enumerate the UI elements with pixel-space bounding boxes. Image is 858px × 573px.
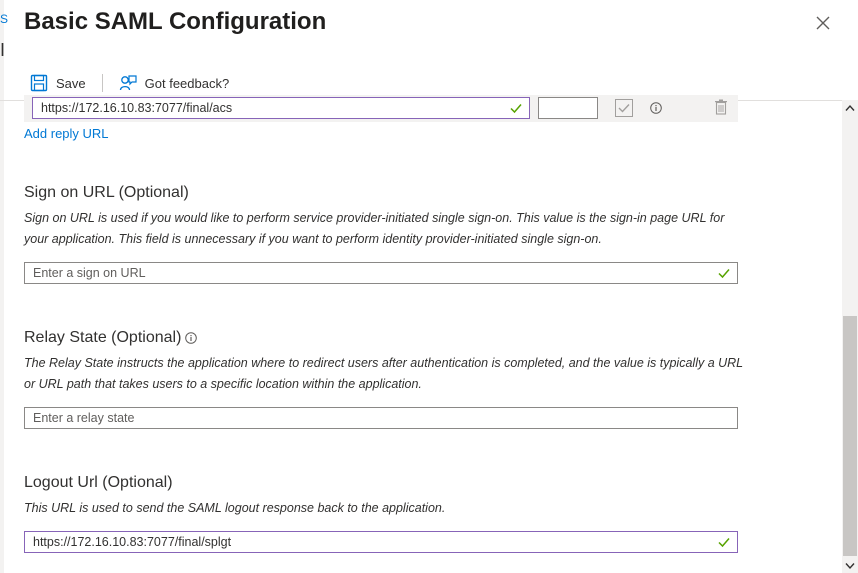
feedback-label: Got feedback? <box>144 75 230 91</box>
default-checkbox[interactable] <box>615 99 633 117</box>
relay-state-input[interactable] <box>24 407 738 429</box>
save-label: Save <box>56 75 86 91</box>
info-icon[interactable] <box>185 332 197 344</box>
feedback-icon <box>119 74 137 92</box>
background-page-glyph: S <box>0 12 9 26</box>
valid-check-icon <box>717 535 731 549</box>
scroll-up-icon[interactable] <box>845 104 855 112</box>
valid-check-icon <box>717 266 731 280</box>
background-page-edge <box>0 0 4 573</box>
reply-url-value: https://172.16.10.83:7077/final/acs <box>41 101 233 115</box>
toolbar <box>30 70 229 96</box>
feedback-button[interactable] <box>119 74 230 92</box>
relay-state-description: The Relay State instructs the application where to redirect users after authentication is completed, and the value is typically a URL or URL path that takes users to a specific location within the application. <box>24 356 743 391</box>
close-icon[interactable] <box>812 12 834 34</box>
background-page-glyph: I <box>0 40 6 60</box>
logout-url-value: https://172.16.10.83:7077/final/splgt <box>33 535 232 549</box>
save-icon <box>30 74 48 92</box>
scrollbar-thumb[interactable] <box>843 316 857 556</box>
relay-state-placeholder: Enter a relay state <box>33 411 135 425</box>
logout-url-input[interactable] <box>24 531 738 553</box>
add-reply-url-link[interactable]: Add reply URL <box>24 126 109 141</box>
valid-check-icon <box>509 101 523 115</box>
reply-url-input[interactable] <box>32 97 530 119</box>
logout-url-title: Logout Url (Optional) <box>24 474 173 491</box>
toolbar-separator <box>102 74 103 92</box>
info-icon[interactable] <box>650 102 662 114</box>
save-button[interactable] <box>30 74 86 92</box>
sign-on-description: Sign on URL is used if you would like to perform service provider-initiated single sign-on. This value is the sign-in page URL for your application. This field is unnecessary if you want to perform identity provider-initiated single sign-on. <box>24 211 725 246</box>
sign-on-placeholder: Enter a sign on URL <box>33 266 146 280</box>
reply-url-index-input[interactable] <box>538 97 598 119</box>
logout-url-description: This URL is used to send the SAML logout response back to the application. <box>24 501 446 515</box>
scroll-down-icon[interactable] <box>845 562 855 570</box>
panel-title: Basic SAML Configuration <box>24 8 327 35</box>
sign-on-title: Sign on URL (Optional) <box>24 184 189 201</box>
delete-icon[interactable] <box>714 99 728 115</box>
sign-on-url-input[interactable] <box>24 262 738 284</box>
relay-state-title: Relay State (Optional) <box>24 329 182 346</box>
